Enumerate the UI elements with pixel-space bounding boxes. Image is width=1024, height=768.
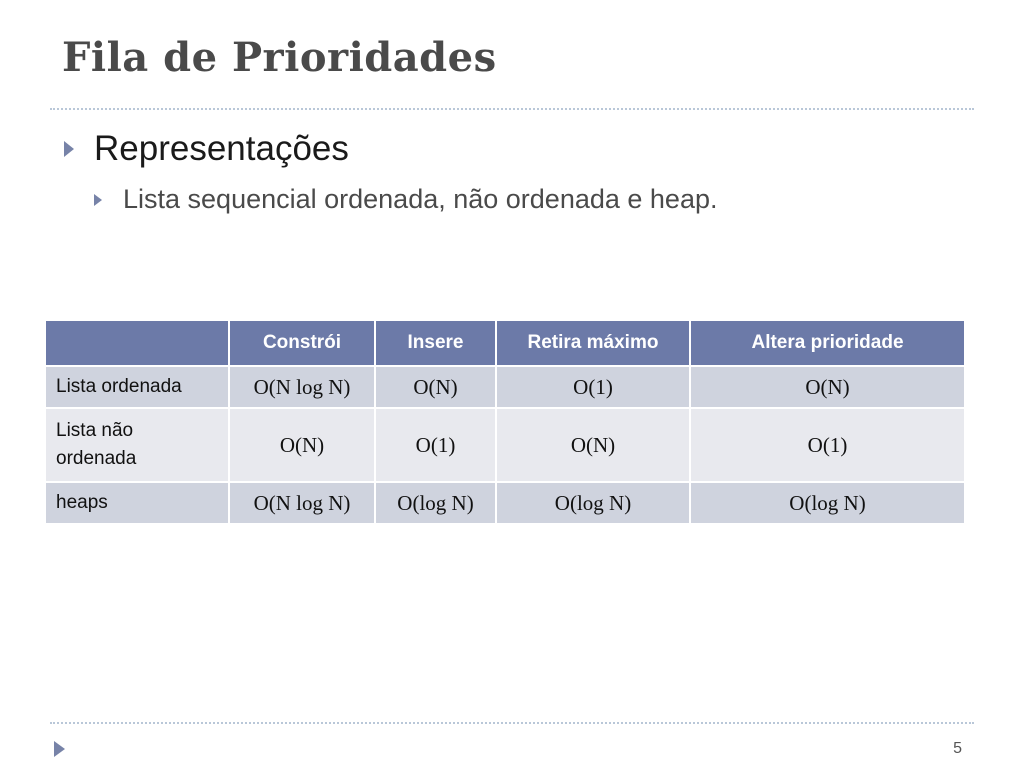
bullet-text: Representações	[94, 129, 349, 168]
page-number: 5	[953, 740, 962, 757]
triangle-right-icon	[94, 194, 102, 206]
table-cell: O(1)	[496, 366, 690, 408]
bullet-text: Lista sequencial ordenada, não ordenada e heap.	[123, 184, 718, 214]
table-cell: O(1)	[690, 408, 965, 482]
row-label: heaps	[45, 482, 229, 524]
table-header-cell	[45, 320, 229, 366]
table-cell: O(log N)	[690, 482, 965, 524]
title-divider	[50, 108, 974, 110]
table-cell: O(N log N)	[229, 366, 375, 408]
table-row	[45, 482, 965, 524]
table-cell: O(log N)	[375, 482, 496, 524]
table-cell: O(1)	[375, 408, 496, 482]
table-cell: O(N)	[375, 366, 496, 408]
table-cell: O(N log N)	[229, 482, 375, 524]
table-header-row	[45, 320, 965, 366]
slide-title: Fila de Prioridades	[62, 34, 497, 81]
triangle-right-icon	[64, 141, 74, 157]
complexity-table	[44, 319, 966, 525]
table-row	[45, 366, 965, 408]
triangle-right-icon	[54, 741, 65, 757]
table-header-cell: Altera prioridade	[690, 320, 965, 366]
row-label: Lista não ordenada	[45, 408, 229, 482]
table-cell: O(N)	[229, 408, 375, 482]
table-cell: O(N)	[690, 366, 965, 408]
table-header-cell: Insere	[375, 320, 496, 366]
row-label: Lista ordenada	[45, 366, 229, 408]
table-cell: O(N)	[496, 408, 690, 482]
table-header-cell: Retira máximo	[496, 320, 690, 366]
table-cell: O(log N)	[496, 482, 690, 524]
bullet-level-1	[64, 129, 349, 169]
footer-divider	[50, 722, 974, 724]
table-header-cell: Constrói	[229, 320, 375, 366]
bullet-level-2	[94, 184, 717, 215]
table-row	[45, 408, 965, 482]
